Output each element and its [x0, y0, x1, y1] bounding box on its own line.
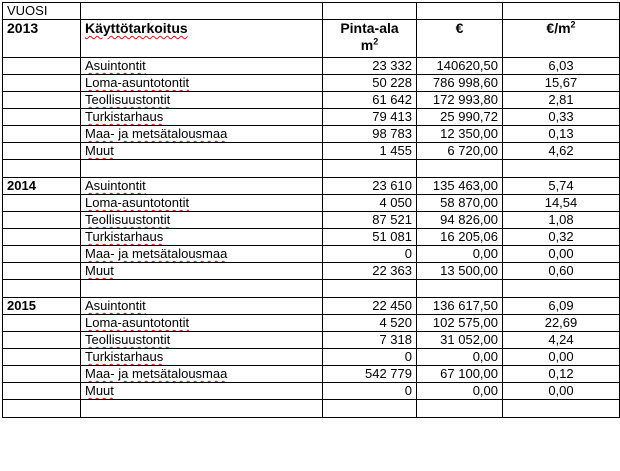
row-area: 98 783 — [323, 126, 417, 143]
row-area: 87 521 — [323, 212, 417, 229]
row-type-text: Teollisuustontit — [85, 212, 171, 227]
row-eur: 67 100,00 — [417, 366, 503, 383]
year-2013-label: 2013 — [3, 20, 81, 58]
row-area: 0 — [323, 246, 417, 263]
table-row — [3, 109, 620, 126]
row-area: 51 081 — [323, 229, 417, 246]
row-eur-per-m2: 1,08 — [503, 212, 620, 229]
row-eur-per-m2: 2,81 — [503, 92, 620, 109]
row-eur-per-m2: 4,24 — [503, 332, 620, 349]
row-eur-per-m2: 14,54 — [503, 195, 620, 212]
row-type-text: Muut — [85, 383, 114, 398]
row-type — [81, 332, 323, 349]
header-pinta-ala-unit: m — [360, 37, 374, 53]
row-eur: 94 826,00 — [417, 212, 503, 229]
table-row — [3, 229, 620, 246]
row-eur-per-m2: 0,12 — [503, 366, 620, 383]
land-price-table — [2, 2, 620, 418]
table-row — [3, 58, 620, 75]
row-eur-per-m2: 0,33 — [503, 109, 620, 126]
row-type — [81, 246, 323, 263]
row-eur: 31 052,00 — [417, 332, 503, 349]
row-type — [81, 58, 323, 75]
row-type — [81, 212, 323, 229]
row-area: 7 318 — [323, 332, 417, 349]
table-row — [3, 126, 620, 143]
row-type-text: Turkistarhaus — [85, 349, 164, 364]
row-type-text: Maa- ja metsätalousmaa — [85, 366, 228, 381]
table-row — [3, 212, 620, 229]
row-eur: 786 998,60 — [417, 75, 503, 92]
row-type — [81, 349, 323, 366]
header-pinta-ala — [323, 20, 417, 58]
row-area: 542 779 — [323, 366, 417, 383]
row-area: 79 413 — [323, 109, 417, 126]
year-2014-label: 2014 — [3, 178, 81, 195]
row-type-text: Muut — [85, 143, 114, 158]
row-area: 23 332 — [323, 58, 417, 75]
row-area: 4 050 — [323, 195, 417, 212]
row-type — [81, 298, 323, 315]
row-eur: 0,00 — [417, 349, 503, 366]
row-type-text: Turkistarhaus — [85, 109, 164, 124]
header-euro: € — [417, 20, 503, 58]
row-eur: 12 350,00 — [417, 126, 503, 143]
header-row — [3, 20, 620, 58]
row-type — [81, 75, 323, 92]
row-type-text: Turkistarhaus — [85, 229, 164, 244]
row-eur-per-m2: 4,62 — [503, 143, 620, 160]
row-type — [81, 109, 323, 126]
vuosi-row — [3, 3, 620, 20]
vuosi-label: VUOSI — [3, 3, 81, 20]
row-area: 23 610 — [323, 178, 417, 195]
row-type — [81, 383, 323, 400]
row-eur: 140620,50 — [417, 58, 503, 75]
row-type — [81, 92, 323, 109]
header-kayttotarkoitus-text: Käyttötarkoitus — [85, 20, 188, 36]
row-type — [81, 178, 323, 195]
row-type — [81, 143, 323, 160]
row-area: 22 450 — [323, 298, 417, 315]
row-eur-per-m2: 6,09 — [503, 298, 620, 315]
row-eur-per-m2: 15,67 — [503, 75, 620, 92]
table-row — [3, 178, 620, 195]
row-area: 50 228 — [323, 75, 417, 92]
row-eur-per-m2: 0,60 — [503, 263, 620, 280]
row-eur-per-m2: 6,03 — [503, 58, 620, 75]
row-eur: 58 870,00 — [417, 195, 503, 212]
row-eur: 136 617,50 — [417, 298, 503, 315]
row-type-text: Asuintontit — [85, 58, 146, 73]
row-type-text: Loma-asuntotontit — [85, 75, 190, 90]
row-eur-per-m2: 0,00 — [503, 349, 620, 366]
table-row — [3, 315, 620, 332]
header-pinta-ala-text: Pinta-ala — [340, 20, 399, 36]
row-type — [81, 315, 323, 332]
row-area: 4 520 — [323, 315, 417, 332]
spacer-row — [3, 160, 620, 178]
table-row — [3, 143, 620, 160]
row-eur: 0,00 — [417, 246, 503, 263]
row-type-text: Maa- ja metsätalousmaa — [85, 246, 228, 261]
table-row — [3, 383, 620, 400]
table-row — [3, 263, 620, 280]
row-area: 0 — [323, 349, 417, 366]
row-type — [81, 366, 323, 383]
header-euro-per-m-text: €/m — [546, 20, 571, 36]
header-euro-per-m-sup: 2 — [570, 19, 576, 30]
row-eur-per-m2: 22,69 — [503, 315, 620, 332]
row-eur: 135 463,00 — [417, 178, 503, 195]
table-row — [3, 332, 620, 349]
row-eur-per-m2: 0,32 — [503, 229, 620, 246]
row-area: 0 — [323, 383, 417, 400]
table-row — [3, 75, 620, 92]
row-eur-per-m2: 0,00 — [503, 246, 620, 263]
row-eur-per-m2: 0,13 — [503, 126, 620, 143]
table-row — [3, 366, 620, 383]
spacer-row — [3, 280, 620, 298]
table-row — [3, 246, 620, 263]
row-type — [81, 229, 323, 246]
spacer-row — [3, 400, 620, 418]
row-area: 1 455 — [323, 143, 417, 160]
row-eur: 13 500,00 — [417, 263, 503, 280]
row-type-text: Asuintontit — [85, 298, 146, 313]
table-row — [3, 92, 620, 109]
row-type — [81, 195, 323, 212]
row-type — [81, 263, 323, 280]
year-2015-label: 2015 — [3, 298, 81, 315]
row-area: 22 363 — [323, 263, 417, 280]
header-kayttotarkoitus — [81, 20, 323, 58]
row-type-text: Teollisuustontit — [85, 92, 171, 107]
table-row — [3, 195, 620, 212]
row-eur: 6 720,00 — [417, 143, 503, 160]
row-type-text: Muut — [85, 263, 114, 278]
table-row — [3, 298, 620, 315]
row-eur: 172 993,80 — [417, 92, 503, 109]
row-eur: 102 575,00 — [417, 315, 503, 332]
row-type-text: Teollisuustontit — [85, 332, 171, 347]
row-area: 61 642 — [323, 92, 417, 109]
row-eur-per-m2: 5,74 — [503, 178, 620, 195]
header-euro-per-m2 — [503, 20, 620, 58]
table-row — [3, 349, 620, 366]
row-eur: 16 205,06 — [417, 229, 503, 246]
row-type-text: Loma-asuntotontit — [85, 195, 190, 210]
row-eur: 0,00 — [417, 383, 503, 400]
header-pinta-ala-sup: 2 — [373, 36, 379, 47]
row-type-text: Maa- ja metsätalousmaa — [85, 126, 228, 141]
row-eur: 25 990,72 — [417, 109, 503, 126]
row-type — [81, 126, 323, 143]
row-eur-per-m2: 0,00 — [503, 383, 620, 400]
row-type-text: Asuintontit — [85, 178, 146, 193]
row-type-text: Loma-asuntotontit — [85, 315, 190, 330]
